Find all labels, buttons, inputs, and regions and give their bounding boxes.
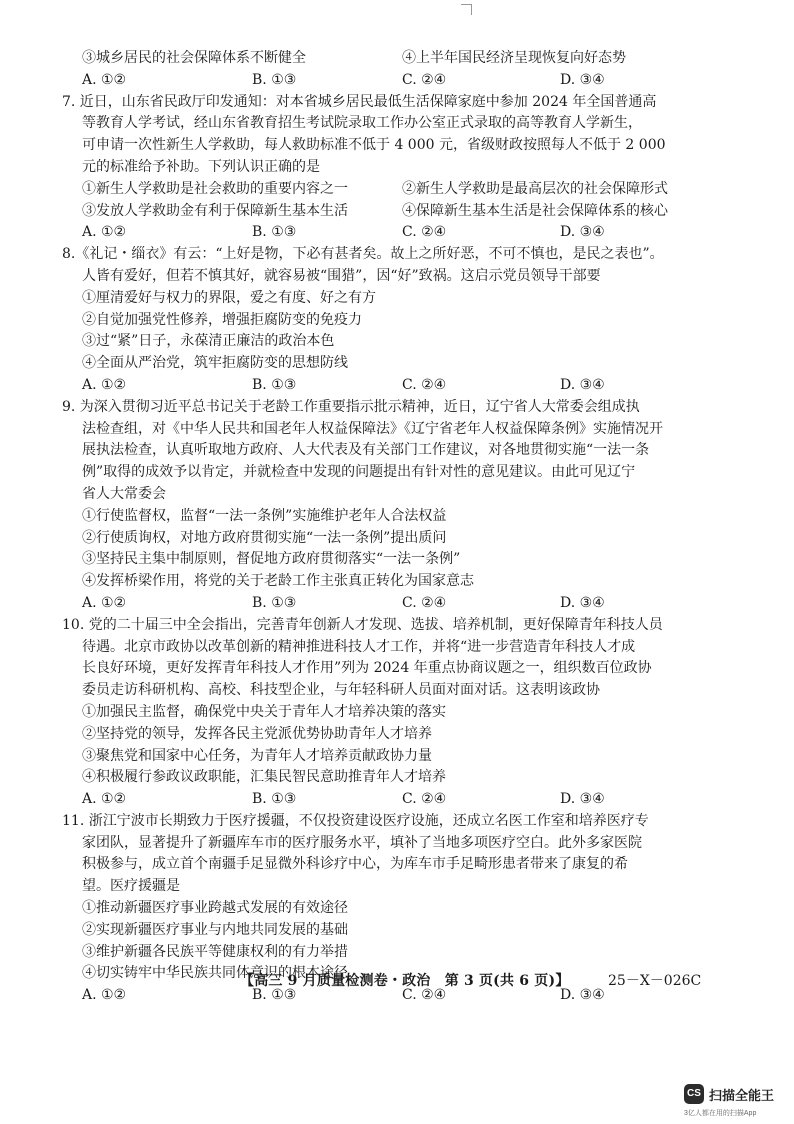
question-stem-line: 长良好环境，更好发挥青年科技人才作用”列为 2024 年重点协商议题之一，组织数百位政协 (82, 660, 652, 677)
choice-d: D. ③④ (560, 594, 605, 611)
answer-choices (82, 593, 718, 615)
option-2: ②自觉加强党性修养，增强拒腐防变的免疫力 (82, 311, 362, 328)
question-stem-line: 11. 浙江宁波市长期致力于医疗援疆，不仅投资建设医疗设施，还成立名医工作室和培养医疗专 (62, 812, 649, 829)
question-stem-line: 元的标准给予补助。下列认识正确的是 (82, 158, 320, 175)
answer-choices (82, 222, 718, 244)
choice-b: B. ①③ (252, 71, 297, 88)
choice-b: B. ①③ (252, 791, 297, 808)
choice-c: C. ②④ (402, 791, 447, 808)
choice-d: D. ③④ (560, 376, 605, 393)
question-stem-line: 7. 近日，山东省民政厅印发通知：对本省城乡居民最低生活保障家庭中参加 2024 年全国普通高 (62, 93, 657, 110)
crop-mark (461, 4, 472, 15)
question-stem-line: 9. 为深入贯彻习近平总书记关于老龄工作重要指示批示精神，近日，辽宁省人大常委会组成执 (62, 398, 640, 415)
question-stem-line: 委员走访科研机构、高校、科技型企业，与年轻科研人员面对面对话。这表明该政协 (82, 682, 600, 699)
answer-choices (82, 375, 718, 397)
option-4: ④全面从严治党，筑牢拒腐防变的思想防线 (82, 355, 348, 372)
option-4: ④切实铸牢中华民族共同体意识的根本途径 (82, 965, 348, 982)
choice-c: C. ②④ (402, 594, 447, 611)
scanner-watermark (684, 1084, 794, 1124)
choice-a: A. ①② (82, 71, 127, 88)
choice-d: D. ③④ (560, 791, 605, 808)
option-2: ②行使质询权，对地方政府贯彻实施“一法一条例”提出质问 (82, 529, 447, 546)
option-2: ②新生人学救助是最高层次的社会保障形式 (402, 180, 668, 197)
question-6-tail (82, 48, 718, 92)
question-9 (62, 397, 718, 615)
question-stem-line: 家团队，显著提升了新疆库车市的医疗服务水平，填补了当地多项医疗空白。此外多家医院 (82, 834, 642, 851)
option-3: ③城乡居民的社会保障体系不断健全 (82, 50, 306, 66)
choice-d: D. ③④ (560, 71, 605, 88)
choice-d: D. ③④ (560, 224, 605, 241)
choice-a: A. ①② (82, 376, 127, 393)
choice-b: B. ①③ (252, 224, 297, 241)
question-stem-line: 法检查组，对《中华人民共和国老年人权益保障法》《辽宁省老年人权益保障条例》实施情况开 (82, 420, 663, 437)
question-stem-line: 8.《礼记・缁衣》有云：“上好是物，下必有甚者矣。故上之所好恶，不可不慎也，是民之表也”。 (62, 246, 664, 263)
question-stem-line: 等教育人学考试，经山东省教育招生考试院录取工作办公室正式录取的高等教育人学新生， (82, 115, 642, 132)
option-1: ①厘清爱好与权力的界限，爱之有度、好之有方 (82, 289, 376, 306)
option-2: ②实现新疆医疗事业与内地共同发展的基础 (82, 921, 348, 938)
option-4: ④保障新生基本生活是社会保障体系的核心 (402, 202, 668, 219)
question-stem-line: 望。医疗援疆是 (82, 878, 180, 895)
question-8 (62, 244, 718, 397)
choice-a: A. ①② (82, 224, 127, 241)
choice-c: C. ②④ (402, 376, 447, 393)
choice-d: D. ③④ (560, 987, 605, 1004)
choice-c: C. ②④ (402, 224, 447, 241)
question-stem-line: 省人大常委会 (82, 485, 166, 502)
option-1: ①加强民主监督，确保党中央关于青年人才培养决策的落实 (82, 703, 446, 720)
option-3: ③聚焦党和国家中心任务，为青年人才培养贡献政协力量 (82, 747, 432, 764)
option-3: ③维护新疆各民族平等健康权利的有力举措 (82, 943, 348, 960)
option-1: ①推动新疆医疗事业跨越式发展的有效途径 (82, 900, 348, 917)
option-1: ①新生人学救助是社会救助的重要内容之一 (82, 180, 348, 197)
question-stem-line: 例”取得的成效予以肯定，并就检查中发现的问题提出有针对性的意见建议。由此可见辽宁 (82, 464, 636, 481)
answer-choices (82, 789, 718, 811)
watermark-tagline: 3亿人都在用的扫描App (684, 1110, 757, 1117)
option-3: ③坚持民主集中制原则，督促地方政府贯彻落实“一法一条例” (82, 551, 461, 568)
question-stem-line: 展执法检查，认真听取地方政府、人大代表及有关部门工作建议，对各地贯彻实施“一法一条 (82, 442, 650, 459)
question-stem-line: 10. 党的二十届三中全会指出，完善青年创新人才发现、选拔、培养机制，更好保障青年科技人员 (62, 616, 663, 633)
page-content (62, 48, 718, 1007)
option-4: ④积极履行参政议政职能，汇集民智民意助推青年人才培养 (82, 769, 446, 786)
option-2: ②坚持党的领导，发挥各民主党派优势协助青年人才培养 (82, 725, 432, 742)
footer-code: 25－X－026C (608, 973, 702, 989)
choice-a: A. ①② (82, 791, 127, 808)
choice-b: B. ①③ (252, 987, 297, 1004)
choice-a: A. ①② (82, 594, 127, 611)
choice-c: C. ②④ (402, 987, 447, 1004)
question-stem-line: 人皆有爱好，但若不慎其好，就容易被“围猎”，因“好”致祸。这启示党员领导干部要 (82, 267, 601, 284)
answer-choices (82, 70, 718, 92)
question-stem-line: 积极参与，成立首个南疆手足显微外科诊疗中心，为库车市手足畸形患者带来了康复的希 (82, 856, 628, 873)
camscanner-logo-icon: CS (684, 1084, 704, 1104)
question-10 (62, 615, 718, 811)
footer-title: 【高三 9 月质量检测卷・政治 第 3 页(共 6 页)】 (240, 973, 570, 989)
option-4: ④上半年国民经济呈现恢复向好态势 (402, 50, 626, 66)
option-3: ③过“紧”日子，永葆清正廉洁的政治本色 (82, 333, 335, 350)
option-1: ①行使监督权，监督“一法一条例”实施维护老年人合法权益 (82, 507, 447, 524)
choice-b: B. ①③ (252, 376, 297, 393)
question-stem-line: 待遇。北京市政协以改革创新的精神推进科技人才工作，并将“进一步营造青年科技人才成 (82, 638, 636, 655)
watermark-name: 扫描全能王 (709, 1088, 775, 1103)
question-stem-line: 可申请一次性新生人学救助，每人救助标准不低于 4 000 元，省级财政按照每人不低于 2 000 (82, 137, 666, 154)
choice-c: C. ②④ (402, 71, 447, 88)
option-4: ④发挥桥梁作用，将党的关于老龄工作主张真正转化为国家意志 (82, 573, 474, 590)
choice-b: B. ①③ (252, 594, 297, 611)
option-3: ③发放人学救助金有利于保障新生基本生活 (82, 202, 348, 219)
question-7 (62, 92, 718, 245)
choice-a: A. ①② (82, 987, 127, 1004)
